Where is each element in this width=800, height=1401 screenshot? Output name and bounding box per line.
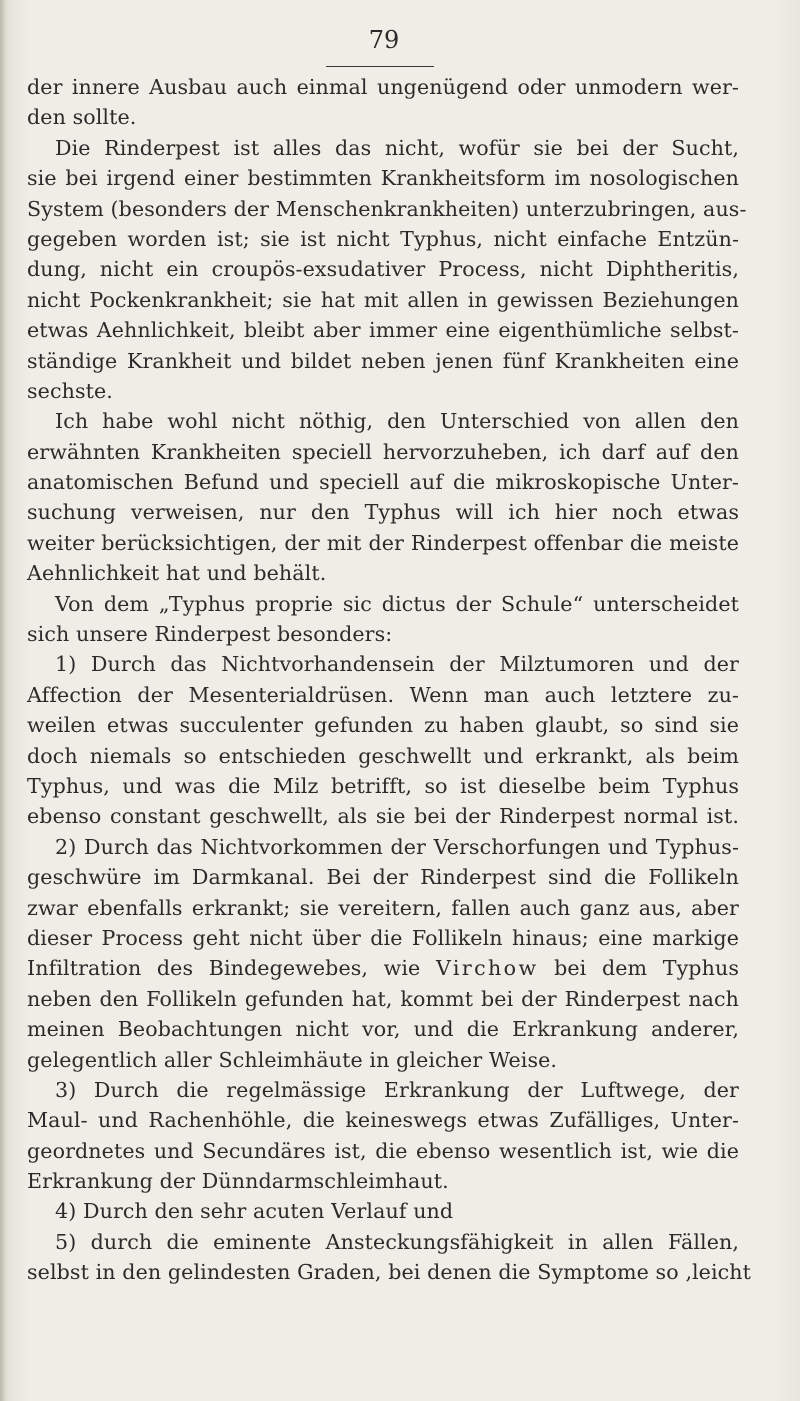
text-line: weilen etwas succulenter gefunden zu haben glaubt, so sind sie	[27, 713, 739, 738]
text-line: weiter berücksichtigen, der mit der Rinderpest offenbar die meiste	[27, 530, 739, 555]
text-line: 2) Durch das Nichtvorkommen der Verschorfungen und Typhus-	[55, 834, 739, 859]
text-line: geschwüre im Darmkanal. Bei der Rinderpest sind die Follikeln	[27, 865, 739, 890]
body-text	[27, 72, 752, 1288]
text-line: 4) Durch den sehr acuten Verlauf und	[55, 1199, 454, 1224]
text-line: System (besonders der Menschenkrankheiten) unterzubringen, aus-	[27, 196, 747, 221]
text-line: anatomischen Befund und speciell auf die mikroskopische Unter-	[27, 470, 739, 495]
text-line: Maul- und Rachenhöhle, die keineswegs etwas Zufälliges, Unter-	[27, 1108, 739, 1133]
text-line: gegeben worden ist; sie ist nicht Typhus, nicht einfache Entzün-	[27, 226, 739, 251]
text-line: Aehnlichkeit hat und behält.	[27, 561, 327, 586]
text-line: Affection der Mesenterialdrüsen. Wenn man auch letztere zu-	[27, 682, 739, 707]
text-line: 3) Durch die regelmässige Erkrankung der Luftwege, der	[55, 1077, 739, 1102]
text-line: gelegentlich aller Schleimhäute in gleicher Weise.	[27, 1047, 558, 1072]
text-line: der innere Ausbau auch einmal ungenügend oder unmodern wer-	[27, 75, 739, 99]
text-line: Typhus, und was die Milz betrifft, so ist dieselbe beim Typhus	[27, 773, 739, 798]
page-binding-edge	[0, 0, 6, 1401]
text-line: Von dem „Typhus proprie sic dictus der Schule“ unterscheidet	[55, 591, 739, 616]
text-line: ebenso constant geschwellt, als sie bei der Rinderpest normal ist.	[27, 804, 739, 829]
text-line: Erkrankung der Dünndarmschleimhaut.	[27, 1169, 449, 1194]
text-line: sich unsere Rinderpest besonders:	[27, 622, 393, 647]
page-number-rule	[326, 66, 434, 67]
text-line-with-name	[27, 953, 739, 983]
text-line: selbst in den gelindesten Graden, bei denen die Symptome so ‚leicht	[27, 1260, 752, 1285]
text-line: nicht Pockenkrankheit; sie hat mit allen in gewissen Beziehungen	[27, 287, 739, 312]
text-line: sechste.	[27, 378, 113, 403]
text-line: sie bei irgend einer bestimmten Krankheitsform im nosologischen	[27, 166, 739, 191]
text-line: erwähnten Krankheiten speciell hervorzuheben, ich darf auf den	[27, 439, 739, 464]
text-line: suchung verweisen, nur den Typhus will ich hier noch etwas	[27, 500, 739, 525]
text-line: doch niemals so entschieden geschwellt und erkrankt, als beim	[27, 743, 739, 768]
text-line: geordnetes und Secundäres ist, die ebenso wesentlich ist, wie die	[27, 1138, 739, 1163]
text-line: meinen Beobachtungen nicht vor, und die Erkrankung anderer,	[27, 1017, 739, 1042]
text-line: Die Rinderpest ist alles das nicht, wofür sie bei der Sucht,	[55, 135, 739, 160]
text-line: 1) Durch das Nichtvorhandensein der Milztumoren und der	[55, 652, 739, 677]
author-name-virchow: Virchow	[435, 956, 539, 981]
text-line: neben den Follikeln gefunden hat, kommt bei der Rinderpest nach	[27, 986, 739, 1011]
text-segment: Infiltration des Bindegewebes, wie	[27, 956, 436, 981]
text-line: dieser Process geht nicht über die Follikeln hinaus; eine markige	[27, 925, 739, 950]
text-line: zwar ebenfalls erkrankt; sie vereitern, fallen auch ganz aus, aber	[27, 895, 739, 920]
text-line: Ich habe wohl nicht nöthig, den Unterschied von allen den	[55, 409, 739, 434]
text-line: ständige Krankheit und bildet neben jenen fünf Krankheiten eine	[27, 348, 739, 373]
text-line: etwas Aehnlichkeit, bleibt aber immer eine eigenthümliche selbst-	[27, 318, 739, 343]
text-line: 5) durch die eminente Ansteckungsfähigkeit in allen Fällen,	[55, 1229, 739, 1254]
text-line: den sollte.	[27, 105, 137, 130]
page-number: 79	[368, 26, 400, 54]
text-segment: bei dem Typhus	[538, 956, 739, 981]
text-line: dung, nicht ein croupös-exsudativer Process, nicht Diphtheritis,	[27, 257, 739, 282]
